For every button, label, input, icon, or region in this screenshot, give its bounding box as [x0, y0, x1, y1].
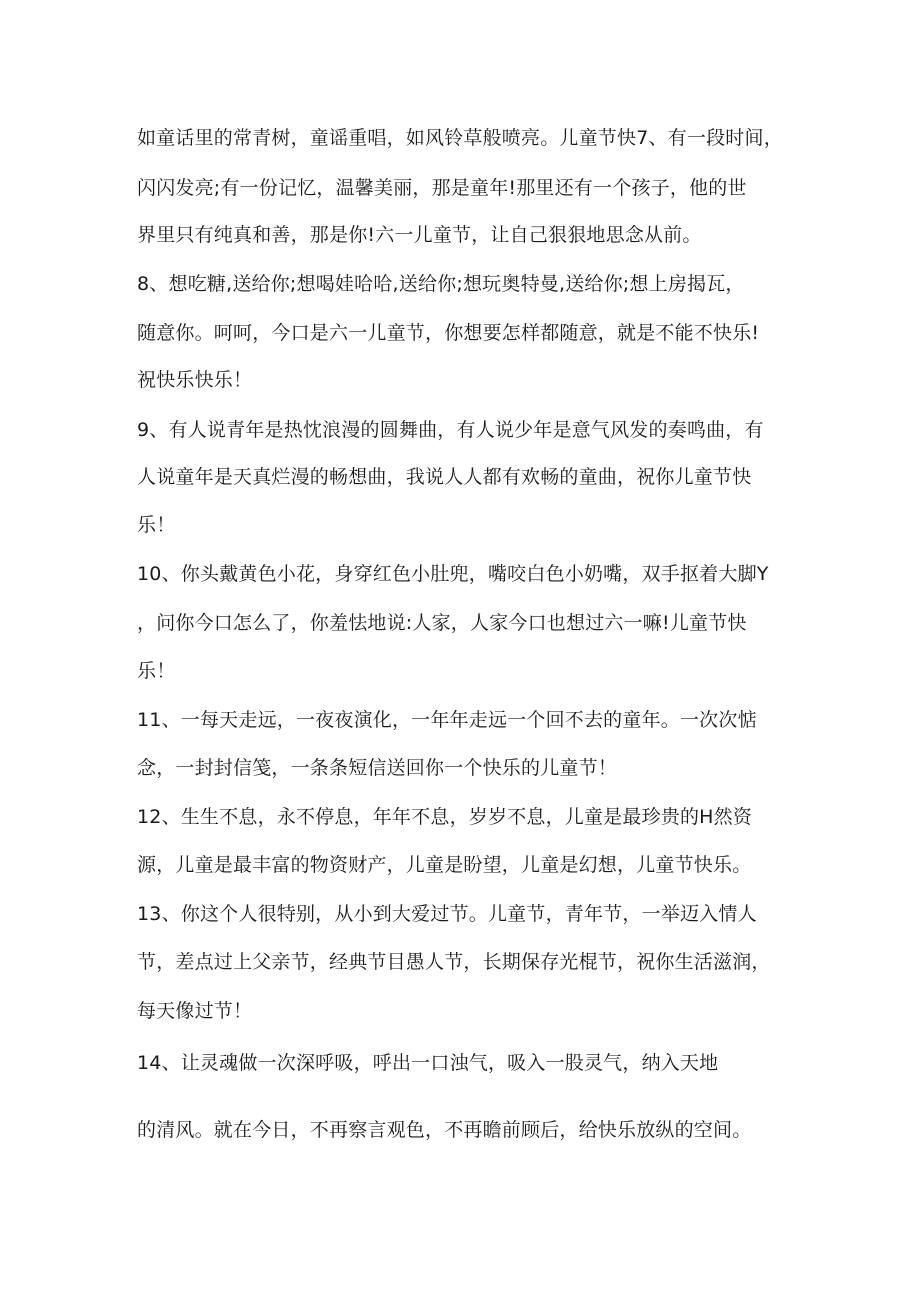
- text-line: 10、你头戴黄色小花，身穿红色小肚兜，嘴咬白色小奶嘴，双手抠着大脚Y: [137, 563, 769, 585]
- text-line: 的清风。就在今日，不再察言观色，不再瞻前顾后，给快乐放纵的空间。: [137, 1119, 752, 1141]
- text-line: 人说童年是天真烂漫的畅想曲，我说人人都有欢畅的童曲，祝你儿童节快: [137, 466, 752, 488]
- text-line: 12、生生不息，永不停息，年年不息，岁岁不息，儿童是最珍贵的H然资: [137, 806, 753, 828]
- text-line: 乐！: [137, 514, 176, 536]
- text-line: 界里只有纯真和善，那是你!六一儿童节，让自己狠狠地思念从前。: [137, 224, 702, 246]
- text-line: 每天像过节！: [137, 1000, 253, 1022]
- text-line: 乐！: [137, 660, 176, 682]
- text-line: 11、一每天走远，一夜夜演化，一年年走远一个回不去的童年。一次次惦: [137, 709, 757, 731]
- text-line: 节，差点过上父亲节，经典节目愚人节，长期保存光棍节，祝你生活滋润，: [137, 951, 771, 973]
- text-line: 闪闪发亮;有一份记忆，温馨美丽，那是童年!那里还有一个孩子，他的世: [137, 177, 747, 199]
- text-line: 如童话里的常青树，童谣重唱，如风铃草般喷亮。儿童节快7、有一段时间，: [137, 127, 783, 149]
- text-line: 9、有人说青年是热忱浪漫的圆舞曲，有人说少年是意气风发的奏鸣曲，有: [137, 419, 764, 441]
- text-line: 14、让灵魂做一次深呼吸，呼出一口浊气，吸入一股灵气，纳入天地: [137, 1052, 719, 1074]
- text-line: 8、想吃糖,送给你;想喝娃哈哈,送给你;想玩奥特曼,送给你;想上房揭瓦，: [137, 273, 745, 295]
- text-line: 念，一封封信笺，一条条短信送回你一个快乐的儿童节！: [137, 757, 618, 779]
- text-line: 源，儿童是最丰富的物资财产，儿童是盼望，儿童是幻想，儿童节快乐。: [137, 854, 752, 876]
- text-line: 13、你这个人很特别，从小到大爱过节。儿童节，青年节，一举迈入情人: [137, 903, 757, 925]
- text-line: 随意你。呵呵，今口是六一儿童节，你想要怎样都随意，就是不能不快乐!: [137, 322, 760, 344]
- text-line: 祝快乐快乐！: [137, 369, 253, 391]
- text-line: ，问你今口怎么了，你羞怯地说:人家，人家今口也想过六一嘛!儿童节快: [137, 612, 747, 634]
